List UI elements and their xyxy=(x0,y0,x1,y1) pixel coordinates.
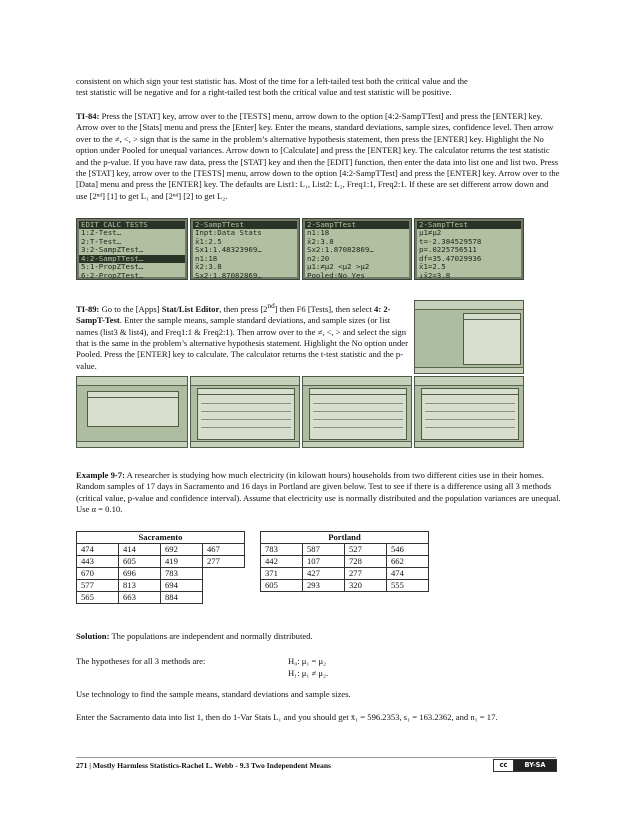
table-cell: 419 xyxy=(161,556,203,568)
ti84-screen-options xyxy=(302,218,412,280)
screen-line: Sx1:1.48323969… xyxy=(195,246,262,255)
table-cell: 783 xyxy=(161,568,203,580)
screen-line: x̄2:3.8 xyxy=(195,263,222,272)
ti89-instructions xyxy=(76,301,412,372)
table-cell: 277 xyxy=(345,568,387,580)
technology-note: Use technology to find the sample means, standard deviations and sample sizes. xyxy=(76,689,351,699)
table-cell: 474 xyxy=(77,544,119,556)
cc-icon: cc xyxy=(494,760,514,771)
table-row xyxy=(77,592,245,604)
table-cell-empty xyxy=(203,592,245,604)
table-row xyxy=(77,568,245,580)
sacramento-title: Sacramento xyxy=(77,532,245,544)
ti89-screen-results xyxy=(414,376,524,448)
sacramento-stats: Enter the Sacramento data into list 1, then do 1-Var Stats L₁ and you should get x̄₁ = 596.2353, s₁ = 163.2362, and n₁ = 17. xyxy=(76,712,498,722)
table-cell: 555 xyxy=(387,580,429,592)
screen-line: x̄1:2.5 xyxy=(195,237,222,246)
license-label: BY-SA xyxy=(514,760,556,771)
table-cell: 414 xyxy=(119,544,161,556)
table-row xyxy=(77,580,245,592)
ti89-label: TI-89: xyxy=(76,303,100,314)
screen-header: EDIT CALC TESTS xyxy=(79,221,185,229)
ti89-text-pre: Go to the [Apps] xyxy=(101,303,160,314)
ti84-instructions xyxy=(76,111,561,202)
screen-line: μ1≠μ2 xyxy=(419,229,442,237)
intro-line-2: test statistic will be negative and for a right-tailed test both the critical value and test statistic will be positive. xyxy=(76,87,452,98)
table-cell: 663 xyxy=(119,592,161,604)
table-cell: 474 xyxy=(387,568,429,580)
table-cell: 696 xyxy=(119,568,161,580)
table-cell: 442 xyxy=(261,556,303,568)
ti84-screen-stats-entry xyxy=(190,218,300,280)
ti89-text-mid2: ] then F6 [Tests], then select xyxy=(274,303,372,314)
table-cell: 427 xyxy=(303,568,345,580)
table-cell: 728 xyxy=(345,556,387,568)
intro-paragraph xyxy=(76,76,561,99)
screen-header: 2-SampTTest xyxy=(417,221,521,229)
table-cell: 605 xyxy=(119,556,161,568)
screen-line: n2:20 xyxy=(307,254,330,263)
screen-line: 3:2-SampZTest… xyxy=(81,246,144,255)
screen-line: p=.0225756511 xyxy=(419,246,477,255)
table-row xyxy=(261,556,429,568)
screen-line: 5:1-PropZTest… xyxy=(81,263,144,272)
solution-paragraph xyxy=(76,631,561,642)
ti89-screen-tests-menu xyxy=(414,300,524,374)
table-cell: 565 xyxy=(77,592,119,604)
ti89-sup: nd xyxy=(267,302,275,310)
screen-line: df=35.47029936 xyxy=(419,254,482,263)
table-cell: 884 xyxy=(161,592,203,604)
screen-line: x̄1=2.5 xyxy=(419,263,446,272)
screen-line: Pooled:No Yes xyxy=(307,271,365,280)
sacramento-table xyxy=(76,531,245,604)
table-cell: 587 xyxy=(303,544,345,556)
table-cell: 277 xyxy=(203,556,245,568)
table-cell: 783 xyxy=(261,544,303,556)
table-cell: 467 xyxy=(203,544,245,556)
table-cell-empty xyxy=(203,580,245,592)
table-cell: 371 xyxy=(261,568,303,580)
table-cell: 662 xyxy=(387,556,429,568)
screen-header: 2-SampTTest xyxy=(305,221,409,229)
screen-line: ↓x̄2=3.8 xyxy=(419,271,451,280)
table-row xyxy=(77,544,245,556)
portland-table xyxy=(260,531,429,592)
footer-text: 271 | Mostly Harmless Statistics-Rachel L. Webb - 9.3 Two Independent Means xyxy=(76,761,332,770)
screen-line: n1:18 xyxy=(307,229,330,237)
ti89-text-rest: . Enter the sample means, sample standard deviations, and sample sizes (or list names (list3 & list4), and Freq1:1 & Freq2:1). Then arrow over to the ≠, <, > and select the sign that is the same in the problem’s alternative hypothesis statement. Highlight the No option under Pooled. Press the [ENTER] key to calculate. The calculator returns the t-test statistic and the p-value. xyxy=(76,315,408,371)
table-cell: 813 xyxy=(119,580,161,592)
screen-line-selected: 4:2-SampTTest… xyxy=(79,255,185,264)
table-cell: 670 xyxy=(77,568,119,580)
license-badge xyxy=(493,759,557,772)
alternative-hypothesis: H₁: μ₁ ≠ μ₂. xyxy=(288,668,329,678)
hypotheses-intro: The hypotheses for all 3 methods are: xyxy=(76,656,206,666)
screen-line: Inpt:Data Stats xyxy=(195,229,262,237)
table-cell: 546 xyxy=(387,544,429,556)
ti84-text: Press the [STAT] key, arrow over to the [TESTS] menu, arrow down to the option [4:2-SampTTest] and press the [ENTER] key. Arrow over to the [Stats] menu and press the [Enter] key. Enter the means, standard deviations, sample sizes, confidence level. Then arrow over to the ≠, <, > sign that is the same in the problem’s alternative hypothesis statement, then press the [ENTER] key. Highlight the No option under Pooled for unequal variances. Arrow down to [Calculate] and press the [ENTER] key. The calculator returns the test statistic and the p-value. If you have raw data, press the [STAT] key and then the [EDIT] function, then enter the data into list one and list two. Press the [STAT] key, arrow over to the [TESTS] menu, arrow down to the option [4:2-SampTTest] and press the [ENTER] key. Arrow over to the [Data] menu and press the [ENTER] key. The defaults are List1: L₁, List2: L₂, Freq1:1, Freq2:1. If these are set different arrow down and use [2ⁿᵈ] [1] to get L₁ and [2ⁿᵈ] [2] to get L₂. xyxy=(76,111,560,201)
screen-header: 2-SampTTest xyxy=(193,221,297,229)
table-row xyxy=(261,580,429,592)
screen-line: 1:Z-Test… xyxy=(81,229,122,237)
table-cell: 527 xyxy=(345,544,387,556)
table-cell: 107 xyxy=(303,556,345,568)
example-paragraph xyxy=(76,470,561,516)
screen-line: n1:18 xyxy=(195,254,218,263)
intro-line-1: consistent on which sign your test statistic has. Most of the time for a left-tailed test both the critical value and the xyxy=(76,76,468,86)
table-row xyxy=(77,556,245,568)
table-cell: 320 xyxy=(345,580,387,592)
null-hypothesis: H₀: μ₁ = μ₂ xyxy=(288,656,327,666)
table-cell: 443 xyxy=(77,556,119,568)
table-cell: 692 xyxy=(161,544,203,556)
ti89-screen-sample-stats xyxy=(190,376,300,448)
page-footer xyxy=(76,757,556,770)
table-row xyxy=(261,544,429,556)
table-cell: 694 xyxy=(161,580,203,592)
ti84-screen-tests-menu xyxy=(76,218,188,280)
table-row xyxy=(261,568,429,580)
screen-line: Sx2:1.87082869… xyxy=(307,246,374,255)
solution-text: The populations are independent and normally distributed. xyxy=(111,631,313,641)
screen-line: t=-2.384529578 xyxy=(419,237,482,246)
example-label: Example 9-7: xyxy=(76,470,125,480)
ti84-label: TI-84: xyxy=(76,111,100,121)
ti89-screen-hypothesis xyxy=(302,376,412,448)
portland-title: Portland xyxy=(261,532,429,544)
table-cell-empty xyxy=(203,568,245,580)
table-cell: 577 xyxy=(77,580,119,592)
ti89-text-mid: , then press [2 xyxy=(219,303,268,314)
ti89-test-option: 4: 2-SampT-Test xyxy=(76,303,391,326)
screen-line: Sx2:1.87082869… xyxy=(195,271,262,280)
solution-label: Solution: xyxy=(76,631,110,641)
example-text: A researcher is studying how much electricity (in kilowatt hours) households from two different cities use in their homes. Random samples of 17 days in Sacramento and 16 days in Portland are given below. Test to see if there is a difference using all 3 methods (critical value, p-value and confidence interval). Assume that electricity use is normally distributed and the population variances are unequal. Use α = 0.10. xyxy=(76,470,561,515)
screen-line: 6:2-PropZTest… xyxy=(81,271,144,280)
ti89-app-name: Stat/List Editor xyxy=(161,303,220,314)
screen-line: μ1:≠μ2 <μ2 >μ2 xyxy=(307,263,370,272)
table-cell: 605 xyxy=(261,580,303,592)
table-cell: 293 xyxy=(303,580,345,592)
screen-line: 2:T-Test… xyxy=(81,237,122,246)
screen-line: x̄2:3.8 xyxy=(307,237,334,246)
ti89-screen-input-method xyxy=(76,376,188,448)
ti84-screen-results xyxy=(414,218,524,280)
